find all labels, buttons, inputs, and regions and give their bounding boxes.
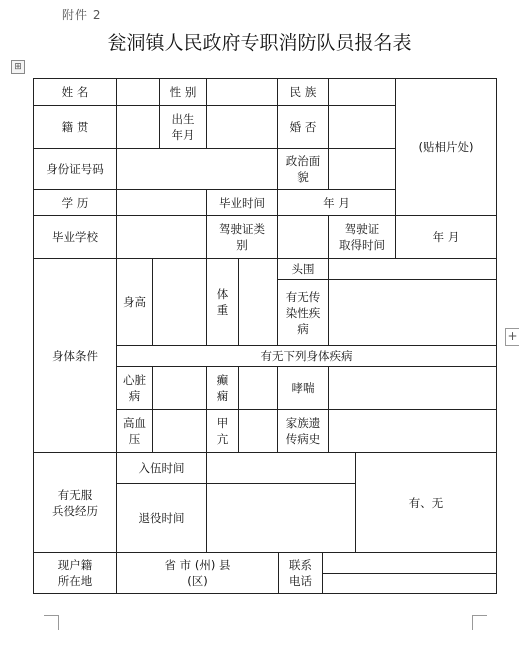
input-ethnicity[interactable] — [328, 78, 396, 106]
label-license-type: 驾驶证类 别 — [206, 215, 278, 259]
page-corner-right-icon — [472, 615, 487, 630]
photo-placeholder: (贴相片处) — [395, 78, 497, 216]
label-hyperthyroid: 甲 亢 — [206, 409, 239, 453]
label-school: 毕业学校 — [33, 215, 117, 259]
label-birth-date: 出生 年月 — [159, 105, 207, 149]
label-height: 身高 — [116, 258, 153, 346]
page-corner-left-icon — [44, 615, 59, 630]
label-enlist: 入伍时间 — [116, 452, 207, 484]
add-column-icon[interactable]: + — [505, 328, 519, 346]
input-asthma[interactable] — [328, 366, 497, 410]
label-infectious: 有无传 染性疾 病 — [277, 279, 329, 346]
attachment-label: 附件 2 — [62, 8, 102, 22]
label-political: 政治面 貌 — [277, 148, 329, 190]
input-name[interactable] — [116, 78, 160, 106]
input-chest[interactable] — [328, 258, 497, 280]
table-move-handle-icon[interactable]: ⊞ — [11, 60, 25, 74]
input-hereditary[interactable] — [328, 409, 497, 453]
registration-table — [33, 78, 497, 594]
label-ethnicity: 民 族 — [277, 78, 329, 106]
input-id-number[interactable] — [116, 148, 278, 190]
label-native-place: 籍 贯 — [33, 105, 117, 149]
label-discharge: 退役时间 — [116, 483, 207, 553]
page-title: 瓮洞镇人民政府专职消防队员报名表 — [107, 32, 412, 54]
label-epilepsy: 癫 痫 — [206, 366, 239, 410]
label-hypertension: 高血 压 — [116, 409, 153, 453]
input-contact-1[interactable] — [322, 552, 497, 574]
input-gender[interactable] — [206, 78, 278, 106]
input-political[interactable] — [328, 148, 396, 190]
label-marital: 婚 否 — [277, 105, 329, 149]
label-heart: 心脏 病 — [116, 366, 153, 410]
label-gender: 性 别 — [159, 78, 207, 106]
input-hyperthyroid[interactable] — [238, 409, 278, 453]
input-height[interactable] — [152, 258, 207, 346]
label-residence: 现户籍 所在地 — [33, 552, 117, 594]
label-weight: 体 重 — [206, 258, 239, 346]
input-birth-date[interactable] — [206, 105, 278, 149]
input-address[interactable]: 省 市 (州) 县 (区) — [116, 552, 279, 594]
input-grad-time[interactable]: 年 月 — [277, 189, 396, 216]
input-license-type[interactable] — [277, 215, 329, 259]
label-grad-time: 毕业时间 — [206, 189, 278, 216]
label-hereditary: 家族遗 传病史 — [277, 409, 329, 453]
label-license-time: 驾驶证 取得时间 — [328, 215, 396, 259]
label-asthma: 哮喘 — [277, 366, 329, 410]
label-physical: 身体条件 — [33, 258, 117, 453]
input-license-time[interactable]: 年 月 — [395, 215, 497, 259]
input-education[interactable] — [116, 189, 207, 216]
input-contact-2[interactable] — [322, 573, 497, 594]
label-name: 姓 名 — [33, 78, 117, 106]
label-education: 学 历 — [33, 189, 117, 216]
label-chest: 头围 — [277, 258, 329, 280]
label-contact: 联系 电话 — [278, 552, 323, 594]
input-epilepsy[interactable] — [238, 366, 278, 410]
label-diseases-header: 有无下列身体疾病 — [116, 345, 497, 367]
input-marital[interactable] — [328, 105, 396, 149]
input-heart[interactable] — [152, 366, 207, 410]
input-enlist[interactable] — [206, 452, 356, 484]
input-school[interactable] — [116, 215, 207, 259]
input-native-place[interactable] — [116, 105, 160, 149]
input-infectious[interactable] — [328, 279, 497, 346]
input-hypertension[interactable] — [152, 409, 207, 453]
input-weight[interactable] — [238, 258, 278, 346]
input-discharge[interactable] — [206, 483, 356, 553]
label-military: 有无服 兵役经历 — [33, 452, 117, 553]
yes-no-option[interactable]: 有、无 — [355, 452, 497, 553]
label-id-number: 身份证号码 — [33, 148, 117, 190]
